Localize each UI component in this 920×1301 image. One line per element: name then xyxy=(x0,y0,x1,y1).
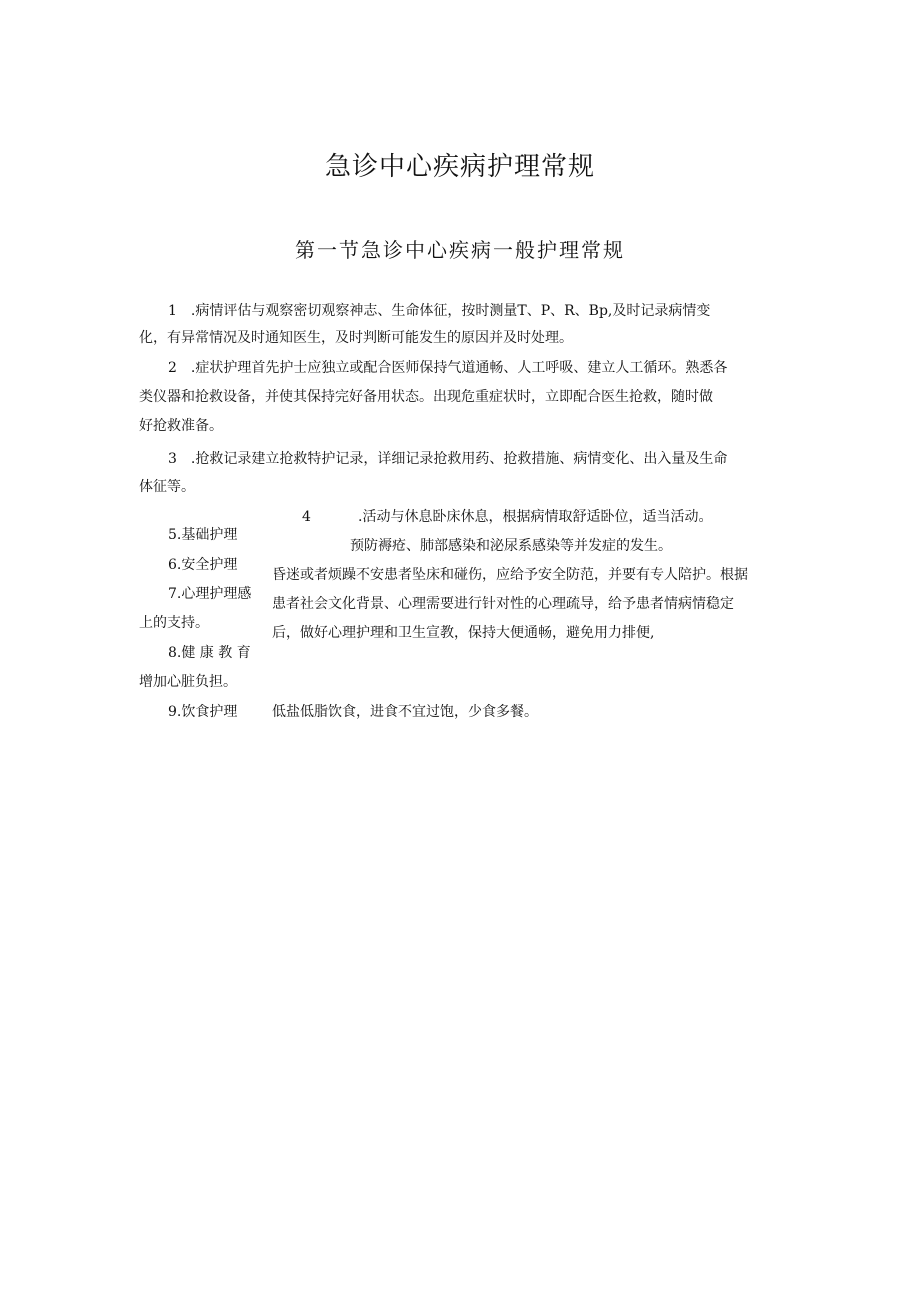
item6-label: 6.安全护理 xyxy=(168,557,238,573)
item5-text: 预防褥疮、肺部感染和泌尿系感染等并发症的发生。 xyxy=(350,538,672,554)
item9-text: 低盐低脂饮食，进食不宜过饱，少食多餐。 xyxy=(272,704,538,720)
item2-line1: 2 .症状护理首先护士应独立或配合医师保持气道通畅、人工呼吸、建立人工循环。熟悉各 xyxy=(168,360,728,376)
item7-text-line1: 患者社会文化背景、心理需要进行针对性的心理疏导，给予患者情病情稳定 xyxy=(272,596,734,612)
item2-line3: 好抢救准备。 xyxy=(139,418,223,434)
item1-line2: 化，有异常情况及时通知医生，及时判断可能发生的原因并及时处理。 xyxy=(139,330,573,346)
item6-text: 昏迷或者烦躁不安患者坠床和碰伤，应给予安全防范，并要有专人陪护。根据 xyxy=(272,567,748,583)
item8-continuation: 增加心脏负担。 xyxy=(139,674,237,690)
section-title: 第一节急诊中心疾病一般护理常规 xyxy=(295,238,625,262)
item3-line2: 体征等。 xyxy=(139,479,195,495)
item1-line1: 1 .病情评估与观察密切观察神志、生命体征，按时测量T、P、R、Bp,及时记录病情变 xyxy=(168,303,711,319)
item7-continuation: 上的支持。 xyxy=(139,615,209,631)
item7-label: 7.心理护理感 xyxy=(168,586,252,602)
item8-label: 8.健 康 教 育 xyxy=(168,645,251,661)
item2-line2: 类仪器和抢救设备，并使其保持完好备用状态。出现危重症状时，立即配合医生抢救，随时做 xyxy=(139,389,713,405)
page-title: 急诊中心疾病护理常规 xyxy=(324,152,595,182)
item3-line1: 3 .抢救记录建立抢救特护记录，详细记录抢救用药、抢救措施、病情变化、出入量及生命 xyxy=(168,451,728,467)
item7-text-line2: 后，做好心理护理和卫生宣教，保持大便通畅，避免用力排便, xyxy=(272,625,655,641)
item5-label: 5.基础护理 xyxy=(168,527,238,543)
item4-text: .活动与休息卧床休息，根据病情取舒适卧位，适当活动。 xyxy=(358,509,713,525)
item4-number: 4 xyxy=(302,509,311,525)
item9-label: 9.饮食护理 xyxy=(168,704,238,720)
